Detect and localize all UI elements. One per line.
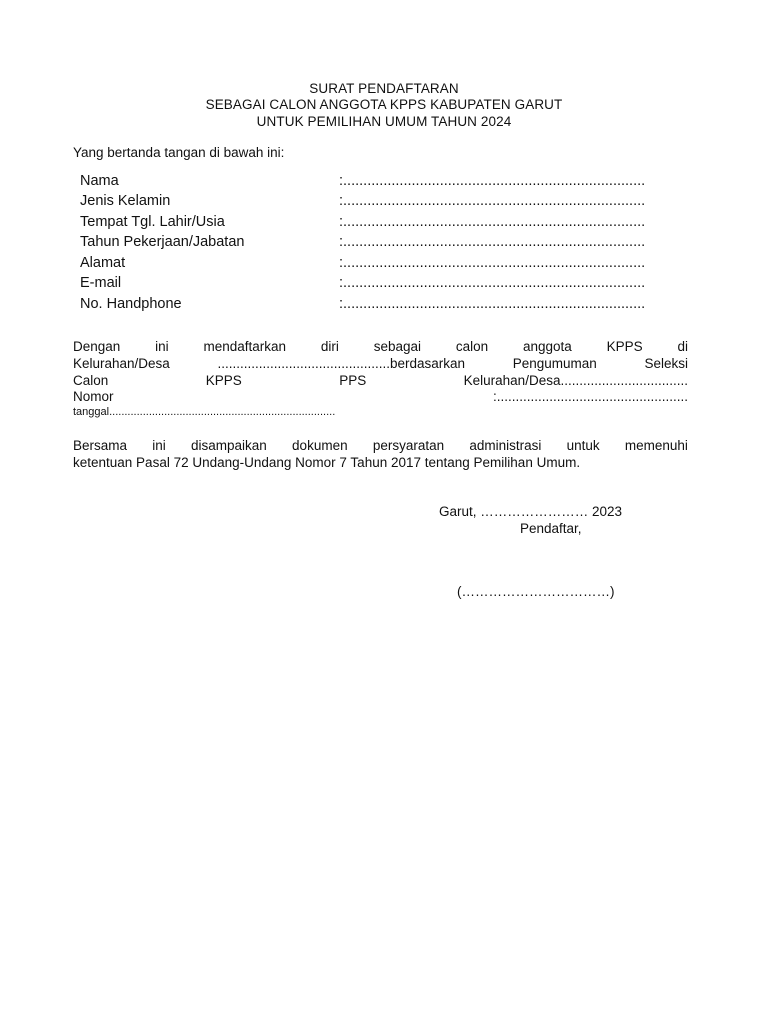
intro-text: Yang bertanda tangan di bawah ini: — [73, 145, 285, 160]
word: :................................................... — [492, 389, 688, 404]
field-label: No. Handphone — [80, 296, 182, 312]
field-row-handphone — [80, 294, 690, 314]
document-title: SURAT PENDAFTARAN — [309, 81, 459, 96]
field-label: Alamat — [80, 255, 126, 271]
word: KPPS — [606, 339, 643, 354]
word: mendaftarkan — [203, 339, 287, 354]
word: dokumen — [292, 438, 348, 453]
paragraph1-line4 — [73, 388, 688, 405]
word: PPS — [339, 373, 367, 388]
field-fill-line: :........................................................................... — [339, 173, 646, 189]
field-row-alamat — [80, 253, 690, 273]
word: Seleksi — [644, 356, 688, 371]
paragraph1-line3 — [73, 372, 688, 389]
field-label: E-mail — [80, 275, 122, 291]
signature-role: Pendaftar, — [520, 521, 582, 536]
word: Bersama — [73, 438, 128, 453]
word: disampaikan — [191, 438, 267, 453]
paragraph1-line5: tanggal.......................................................................... — [73, 406, 336, 418]
word: persyaratan — [372, 438, 445, 453]
paragraph1-line1 — [73, 338, 688, 355]
field-fill-line: :........................................................................... — [339, 296, 646, 312]
field-fill-line: :........................................................................... — [339, 193, 646, 209]
word: Nomor — [73, 389, 114, 404]
paragraph2-line1 — [73, 437, 688, 454]
word: di — [677, 339, 688, 354]
paragraph1-line2 — [73, 355, 688, 372]
document-subtitle: SEBAGAI CALON ANGGOTA KPPS KABUPATEN GARUT — [205, 97, 563, 112]
field-fill-line: :........................................................................... — [339, 214, 646, 230]
field-row-tempat-tgl-lahir — [80, 212, 690, 232]
word: ini — [152, 438, 166, 453]
field-row-nama — [80, 171, 690, 191]
word: anggota — [522, 339, 572, 354]
field-row-email — [80, 273, 690, 293]
word: sebagai — [373, 339, 421, 354]
word: untuk — [566, 438, 600, 453]
word: Kelurahan/Desa.................................. — [463, 373, 688, 388]
field-fill-line: :........................................................................... — [339, 275, 646, 291]
word: Calon — [73, 373, 109, 388]
word: KPPS — [205, 373, 242, 388]
signature-name-placeholder: (……………………………) — [457, 584, 615, 599]
signature-place-date: Garut, …………………… 2023 — [439, 504, 623, 519]
document-subtitle-election: UNTUK PEMILIHAN UMUM TAHUN 2024 — [256, 114, 512, 129]
word: diri — [320, 339, 339, 354]
field-row-jenis-kelamin — [80, 191, 690, 211]
field-label: Nama — [80, 173, 119, 189]
field-fill-line: :........................................................................... — [339, 234, 646, 250]
field-fill-line: :........................................................................... — [339, 255, 646, 271]
field-row-pekerjaan — [80, 232, 690, 252]
field-label: Jenis Kelamin — [80, 193, 171, 209]
word: Kelurahan/Desa — [73, 356, 170, 371]
word: ..............................................berdasarkan — [217, 356, 466, 371]
word: administrasi — [469, 438, 542, 453]
field-label: Tahun Pekerjaan/Jabatan — [80, 234, 245, 250]
field-label: Tempat Tgl. Lahir/Usia — [80, 214, 225, 230]
word: ini — [155, 339, 169, 354]
word: Pengumuman — [512, 356, 597, 371]
word: calon — [455, 339, 489, 354]
word: Dengan — [73, 339, 121, 354]
word: memenuhi — [624, 438, 688, 453]
paragraph2-line2: ketentuan Pasal 72 Undang-Undang Nomor 7 Tahun 2017 tentang Pemilihan Umum. — [73, 455, 581, 470]
